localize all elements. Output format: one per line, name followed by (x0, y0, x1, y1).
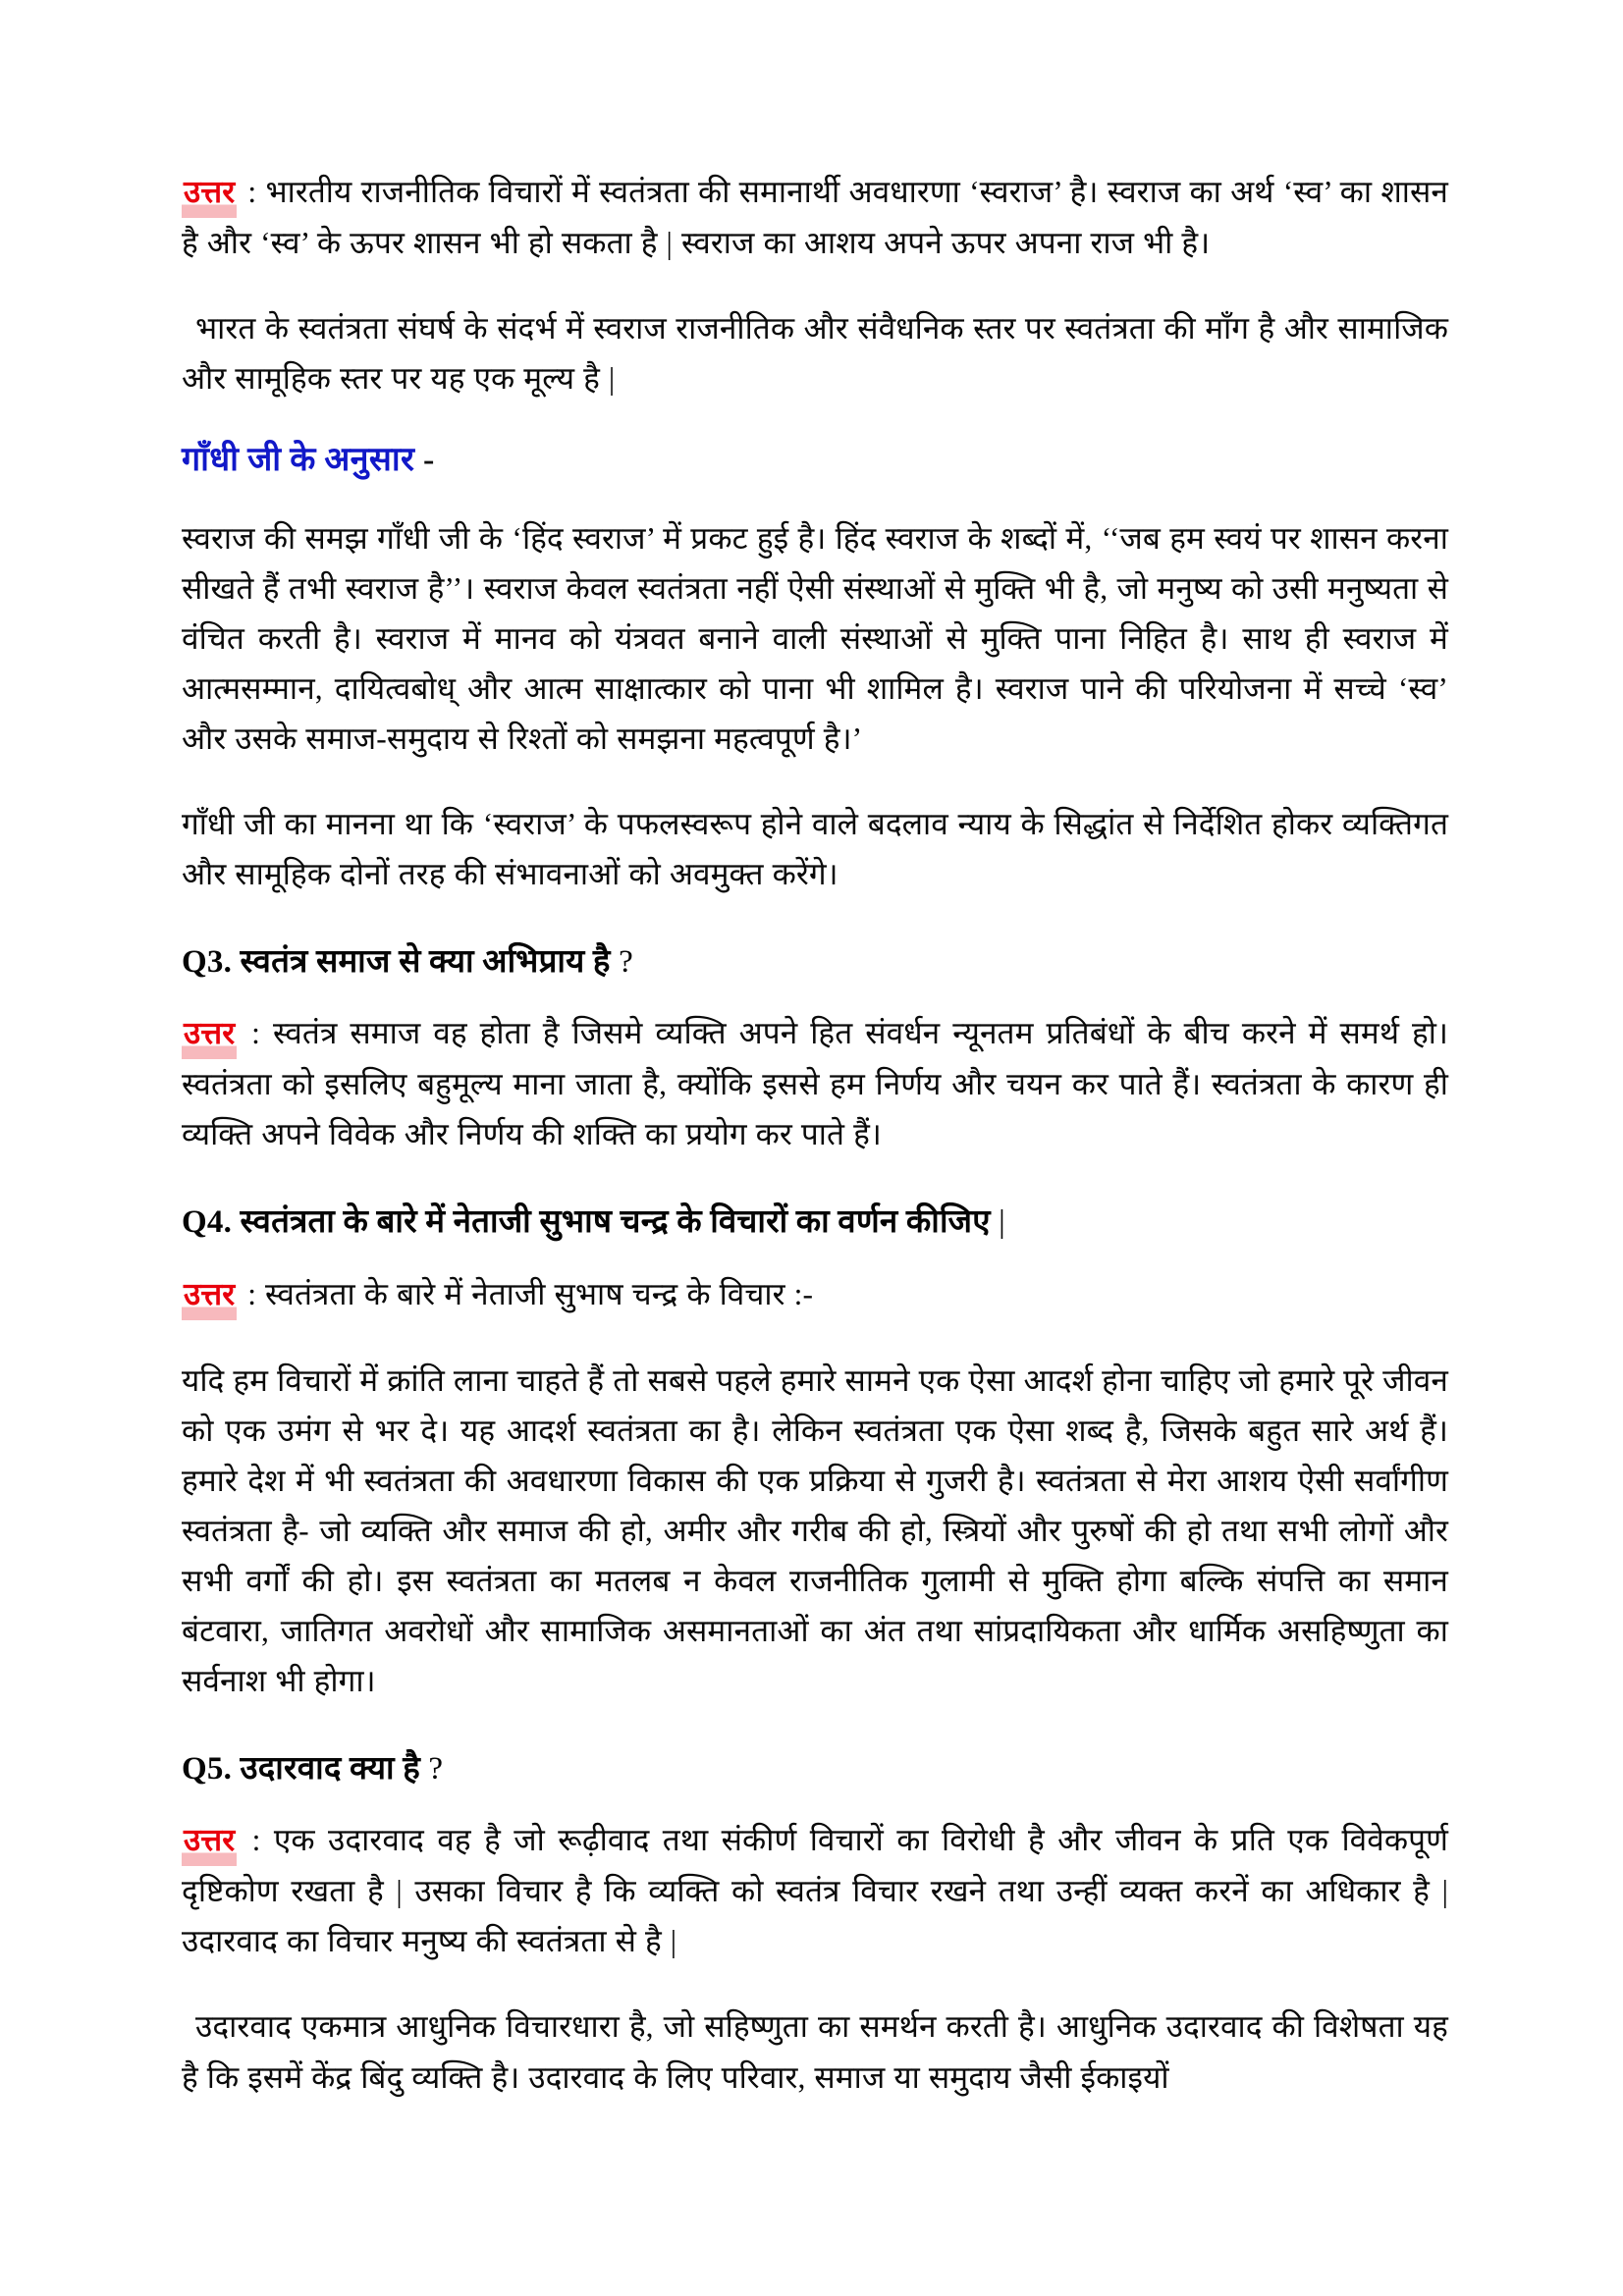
spacer (182, 1334, 1448, 1356)
answer-text-q2-part2: भारत के स्वतंत्रता संघर्ष के संदर्भ में स्वराज राजनीतिक और संवैधनिक स्तर पर स्वतंत्रता की माँग है और सामाजिक और सामूहिक स्तर पर यह एक मूल्य है | (182, 311, 1448, 397)
answer-paragraph-q2 (182, 167, 1448, 268)
spacer (182, 1992, 1448, 2002)
gandhi-paragraph-2 (182, 799, 1448, 899)
answer-paragraph-q2-continued (182, 303, 1448, 403)
answer-paragraph-q5-continued (182, 2002, 1448, 2102)
question-heading-q5 (182, 1745, 1448, 1794)
question-title-q4: स्वतंत्रता के बारे में नेताजी सुभाष चन्द्र के विचारों का वर्णन कीजिए (240, 1204, 991, 1241)
answer-paragraph-q3 (182, 1008, 1448, 1159)
answer-text-q5-part2: उदारवाद एकमात्र आधुनिक विचारधारा है, जो सहिष्णुता का समर्थन करती है। आधुनिक उदारवाद की विशेषता यह है कि इसमें केंद्र बिंदु व्यक्ति है। उदारवाद के लिए परिवार, समाज या समुदाय जैसी ईकाइयों (182, 2009, 1448, 2095)
answer-paragraph-q5 (182, 1815, 1448, 1966)
answer-text-q3: स्वतंत्र समाज वह होता है जिसमे व्यक्ति अपने हित संवर्धन न्यूनतम प्रतिबंधों के बीच करने में समर्थ हो। स्वतंत्रता को इसलिए बहुमूल्य माना जाता है, क्योंकि इससे हम निर्णय और चयन कर पाते हैं। स्वतंत्रता के कारण ही व्यक्ति अपने विवेक और निर्णय की शक्ति का प्रयोग कर पाते हैं। (182, 1016, 1448, 1152)
spacer (182, 294, 1448, 303)
question-heading-q3 (182, 938, 1448, 988)
answer-label: उत्तर (182, 1008, 237, 1059)
answer-colon: : (239, 1016, 273, 1051)
section-heading-gandhi-dash: - (414, 442, 435, 479)
answer-colon: : (239, 1276, 266, 1311)
question-title-q3: स्वतंत्र समाज से क्या अभिप्राय है (240, 943, 611, 980)
answer-paragraph-q4-continued (182, 1356, 1448, 1706)
question-number-q3: Q3. (182, 943, 233, 980)
answer-label: उत्तर (182, 1815, 237, 1866)
answer-label: उत्तर (182, 167, 237, 218)
question-tail-q4: | (990, 1204, 1005, 1241)
question-title-q5: उदारवाद क्या है (240, 1750, 420, 1787)
answer-paragraph-q4 (182, 1269, 1448, 1320)
gandhi-paragraph-1 (182, 513, 1448, 764)
answer-text-q4: स्वतंत्रता के बारे में नेताजी सुभाष चन्द्र के विचार :- (265, 1276, 814, 1311)
answer-text-q5: एक उदारवाद वह है जो रूढ़ीवाद तथा संकीर्ण विचारों का विरोधी है और जीवन के प्रति एक विवेकपूर्ण दृष्टिकोण रखता है | उसका विचार है कि व्यक्ति को स्वतंत्र विचार रखने तथा उन्हीं व्यक्त करनें का अधिकार है | उदारवाद का विचार मनुष्य की स्वतंत्रता से है | (182, 1823, 1448, 1959)
question-tail-q3: ? (610, 943, 633, 980)
answer-label: उत्तर (182, 1269, 237, 1320)
question-number-q5: Q5. (182, 1750, 233, 1787)
section-heading-gandhi-label: गाँधी जी के अनुसार (182, 442, 415, 479)
document-body (182, 167, 1448, 2103)
section-heading-gandhi (182, 437, 1448, 484)
answer-colon: : (239, 1823, 274, 1858)
answer-colon: : (239, 175, 266, 209)
gandhi-paragraph-2-text: गाँधी जी का मानना था कि ‘स्वराज’ के पफलस्वरूप होने वाले बदलाव न्याय के सिद्धांत से निर्देशित होकर व्यक्तिगत और सामूहिक दोनों तरह की संभावनाओं को अवमुक्त करेंगे। (182, 806, 1448, 891)
gandhi-paragraph-1-text: स्वराज की समझ गाँधी जी के ‘हिंद स्वराज’ में प्रकट हुई है। हिंद स्वराज के शब्दों में, ‘‘जब हम स्वयं पर शासन करना सीखते हैं तभी स्वराज है’’। स्वराज केवल स्वतंत्रता नहीं ऐसी संस्थाओं से मुक्ति भी है, जो मनुष्य को उसी मनुष्यता से वंचित करती है। स्वराज में मानव को यंत्रवत बनाने वाली संस्थाओं से मुक्ति पाना निहित है। साथ ही स्वराज में आत्मसम्मान, दायित्वबोध् और आत्म साक्षात्कार को पाना भी शामिल है। स्वराज पाने की परियोजना में सच्चे ‘स्व’ और उसके समाज-समुदाय से रिश्तों को समझना महत्वपूर्ण है।’ (182, 520, 1448, 756)
answer-text-q2: भारतीय राजनीतिक विचारों में स्वतंत्रता की समानार्थी अवधारणा ‘स्वराज’ है। स्वराज का अर्थ ‘स्व’ का शासन है और ‘स्व’ के ऊपर शासन भी हो सकता है | स्वराज का आशय अपने ऊपर अपना राज भी है। (182, 175, 1448, 261)
spacer (182, 789, 1448, 799)
question-number-q4: Q4. (182, 1204, 233, 1241)
question-heading-q4 (182, 1199, 1448, 1248)
answer-text-q4-part2: यदि हम विचारों में क्रांति लाना चाहते हैं तो सबसे पहले हमारे सामने एक ऐसा आदर्श होना चाहिए जो हमारे पूरे जीवन को एक उमंग से भर दे। यह आदर्श स्वतंत्रता का है। लेकिन स्वतंत्रता एक ऐसा शब्द है, जिसके बहुत सारे अर्थ हैं। हमारे देश में भी स्वतंत्रता की अवधारणा विकास की एक प्रक्रिया से गुजरी है। स्वतंत्रता से मेरा आशय ऐसी सर्वांगीण स्वतंत्रता है- जो व्यक्ति और समाज की हो, अमीर और गरीब की हो, स्त्रियों और पुरुषों की हो तथा सभी लोगों और सभी वर्गों की हो। इस स्वतंत्रता का मतलब न केवल राजनीतिक गुलामी से मुक्ति होगा बल्कि संपत्ति का समान बंटवारा, जातिगत अवरोधों और सामाजिक असमानताओं का अंत तथा सांप्रदायिकता और धार्मिक असहिष्णुता का सर्वनाश भी होगा। (182, 1362, 1448, 1698)
question-tail-q5: ? (419, 1750, 444, 1787)
